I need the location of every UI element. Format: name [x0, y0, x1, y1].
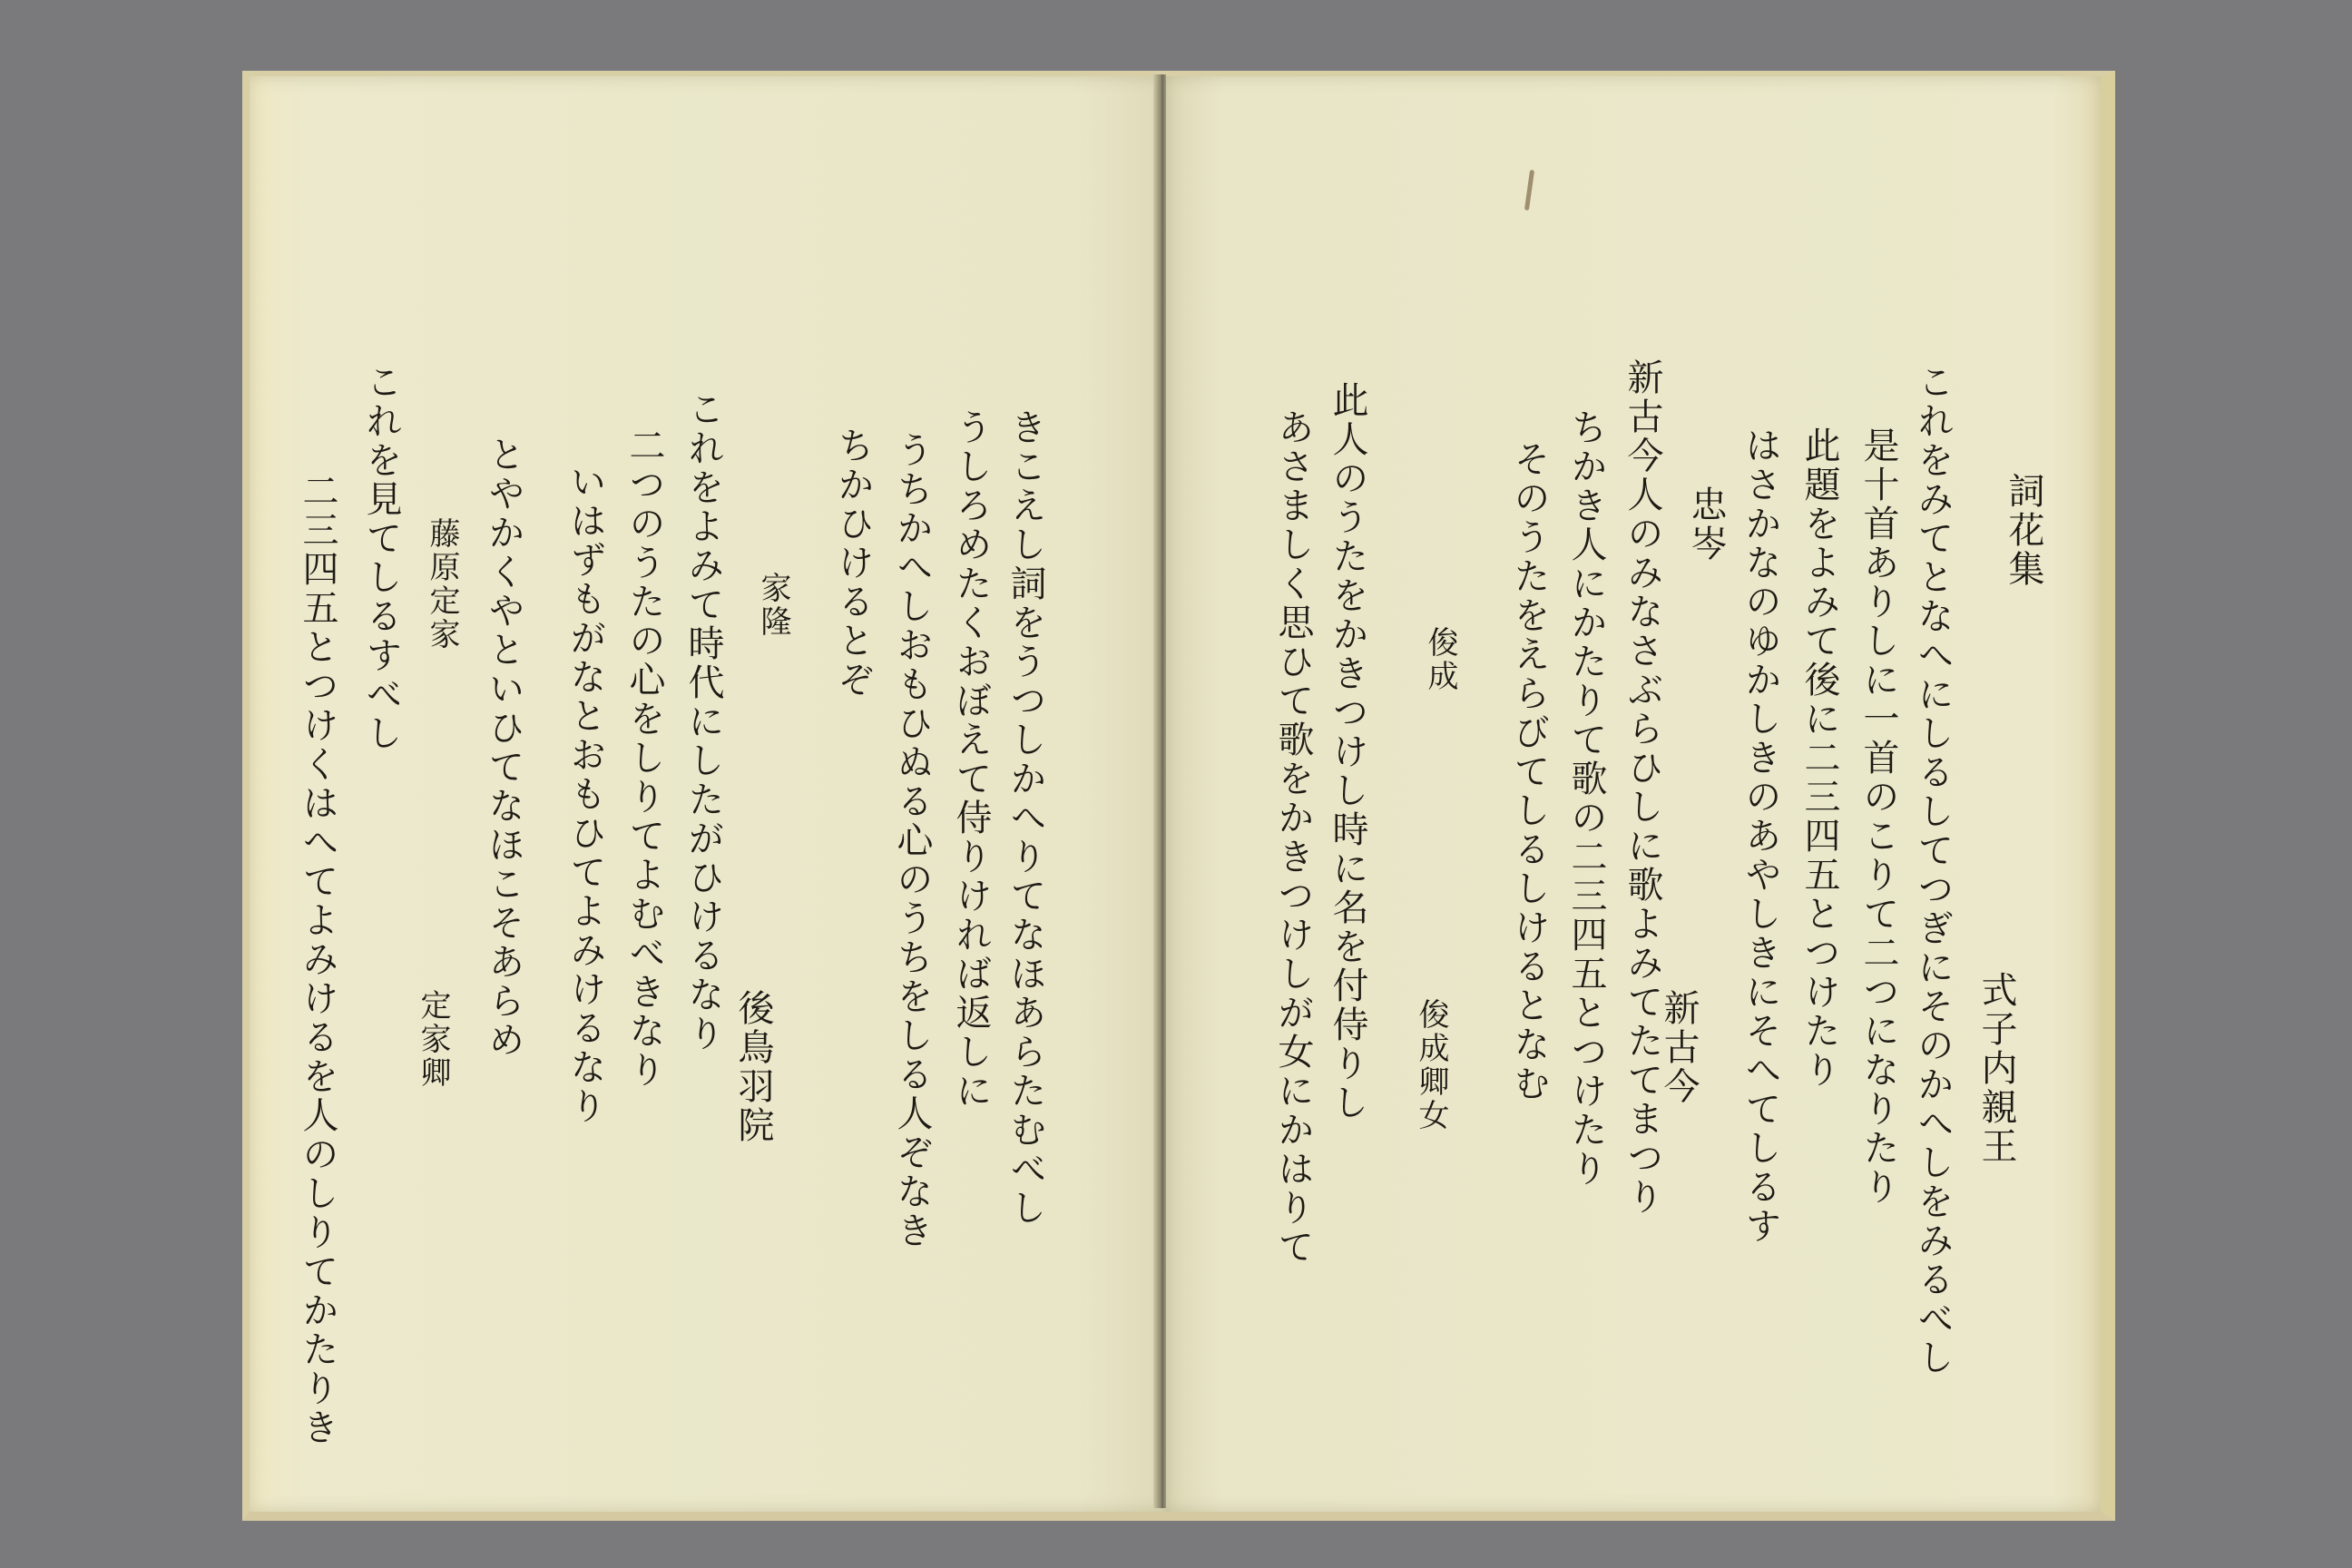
left-col-14: 二三四五とつけくはへてよみけるを人のしりてかたりき	[297, 472, 338, 1447]
right-col-3: これをみてとなへにしるしてつぎにそのかへしをみるべし	[1912, 363, 1954, 1377]
left-col-10: とやかくやといひてなほこそあらめ	[483, 436, 524, 1060]
left-col-5: 家隆	[755, 572, 791, 639]
right-col-5: 此題をよみて後に二三四五とつけたり	[1798, 426, 1840, 1090]
left-col-13: これを見てしるすべし	[360, 363, 402, 753]
right-col-10: ちかき人にかたりて歌の二三四五とつけたり	[1565, 408, 1607, 1189]
left-col-7: これをよみて時代にしたがひけるなり	[682, 390, 724, 1054]
right-col-9: 新古今人のみなさぶらひしに歌よみてたてまつり	[1622, 358, 1663, 1217]
left-col-8: 二つのうたの心をしりてよむべきなり	[623, 426, 665, 1090]
left-col-3: うちかへしおもひぬる心のうちをしる人ぞなき	[891, 431, 933, 1250]
right-col-11: そのうたをえらびてしるしけるとなむ	[1508, 440, 1550, 1103]
right-col-14: 此人のうたをかきつけし時に名を付侍りし	[1327, 381, 1368, 1122]
left-col-11: 藤原定家	[424, 517, 460, 652]
left-col-2: うしろめたくおぼえて侍りければ返しに	[950, 408, 992, 1111]
right-col-8: 新古今	[1658, 989, 1700, 1106]
left-col-6: 後鳥羽院	[732, 989, 774, 1145]
left-col-9: いはずもがなとおもひてよみけるなり	[564, 463, 606, 1126]
right-col-7: 忠岑	[1685, 485, 1727, 564]
left-col-1: きこえし詞をうつしかへりてなほあらたむべし	[1004, 408, 1046, 1228]
right-col-6: はさかなのゆかしきのあやしきにそへてしるす	[1740, 426, 1781, 1246]
right-col-1: 詞花集	[2003, 472, 2044, 589]
right-col-4: 是十首ありしに一首のこりて二つになりたり	[1857, 426, 1899, 1207]
left-col-4: ちかひけるとぞ	[832, 426, 874, 700]
right-col-13: 俊成卿女	[1413, 998, 1449, 1132]
right-col-15: あさましく思ひて歌をかきつけしが女にかはりて	[1272, 408, 1314, 1267]
left-col-12: 定家卿	[415, 989, 451, 1090]
right-col-12: 俊成	[1422, 626, 1458, 693]
right-col-2-author: 式子内親王	[1975, 971, 2017, 1166]
